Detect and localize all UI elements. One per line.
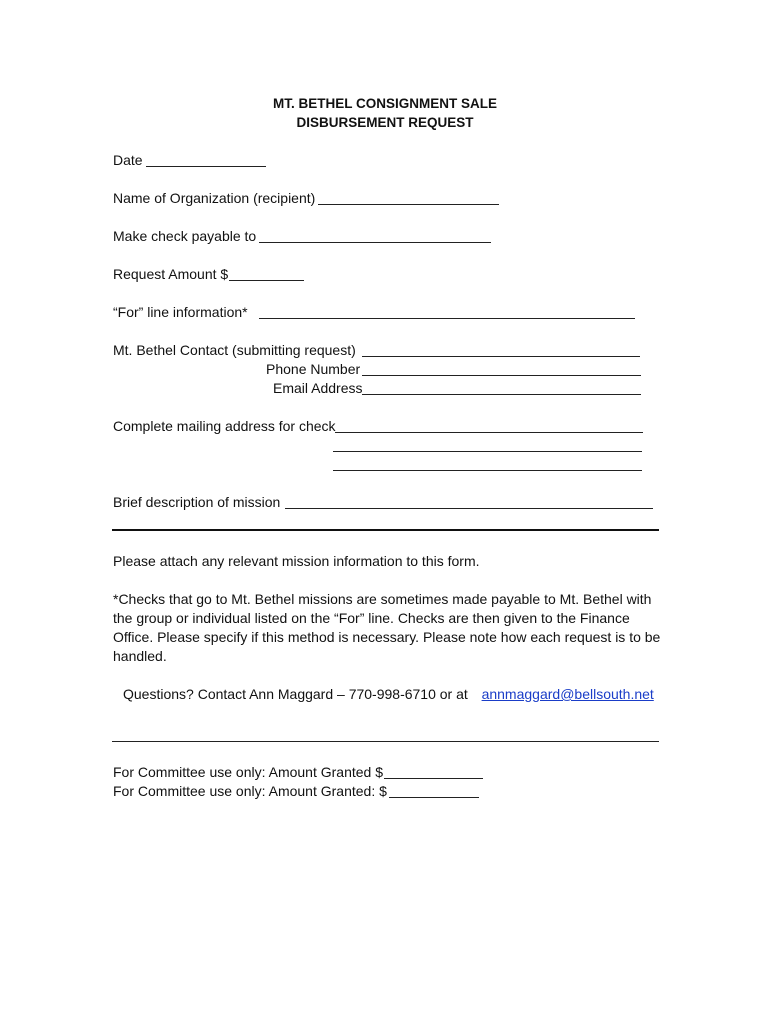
contact-label: Mt. Bethel Contact (submitting request) <box>113 342 356 358</box>
payable-label: Make check payable to <box>113 228 257 244</box>
checks-note-line: the group or individual listed on the “For” line. Checks are then given to the Finance <box>113 610 630 626</box>
mailing-address-line-1[interactable] <box>335 432 643 433</box>
committee-amount-field-2[interactable] <box>389 797 479 798</box>
mission-label: Brief description of mission <box>113 494 281 510</box>
checks-note-line: handled. <box>113 648 167 664</box>
for-line-field[interactable] <box>259 318 635 319</box>
mission-field[interactable] <box>285 508 653 509</box>
date-label: Date <box>113 152 143 168</box>
questions-text: Questions? Contact Ann Maggard – 770-998-6710 or at <box>123 686 468 702</box>
questions-line <box>123 685 654 703</box>
mailing-address-line-2[interactable] <box>333 451 642 452</box>
committee-line-1-label: For Committee use only: Amount Granted $ <box>113 764 384 780</box>
date-field[interactable] <box>146 166 266 167</box>
payable-field[interactable] <box>259 242 491 243</box>
request-amount-label: Request Amount $ <box>113 266 229 282</box>
email-field[interactable] <box>362 394 641 395</box>
checks-note <box>113 590 673 666</box>
committee-line-2-label: For Committee use only: Amount Granted: $ <box>113 783 387 799</box>
organization-label: Name of Organization (recipient) <box>113 190 316 206</box>
contact-email-link[interactable]: annmaggard@bellsouth.net <box>481 686 654 702</box>
organization-field[interactable] <box>318 204 499 205</box>
contact-field[interactable] <box>362 356 640 357</box>
form-title: MT. BETHEL CONSIGNMENT SALE <box>272 96 497 111</box>
email-label: Email Address <box>273 380 363 396</box>
committee-divider <box>112 741 659 742</box>
checks-note-line: *Checks that go to Mt. Bethel missions are sometimes made payable to Mt. Bethel with <box>113 591 652 607</box>
section-divider <box>112 529 659 531</box>
mailing-address-line-3[interactable] <box>333 470 642 471</box>
form-subtitle: DISBURSEMENT REQUEST <box>296 115 474 130</box>
attach-note: Please attach any relevant mission information to this form. <box>113 553 480 569</box>
request-amount-field[interactable] <box>229 280 304 281</box>
phone-field[interactable] <box>362 375 641 376</box>
phone-label: Phone Number <box>266 361 361 377</box>
for-line-label: “For” line information* <box>113 304 248 320</box>
committee-amount-field-1[interactable] <box>384 778 483 779</box>
mailing-address-label: Complete mailing address for check <box>113 418 336 434</box>
checks-note-line: Office. Please specify if this method is necessary. Please note how each request is to be <box>113 629 661 645</box>
